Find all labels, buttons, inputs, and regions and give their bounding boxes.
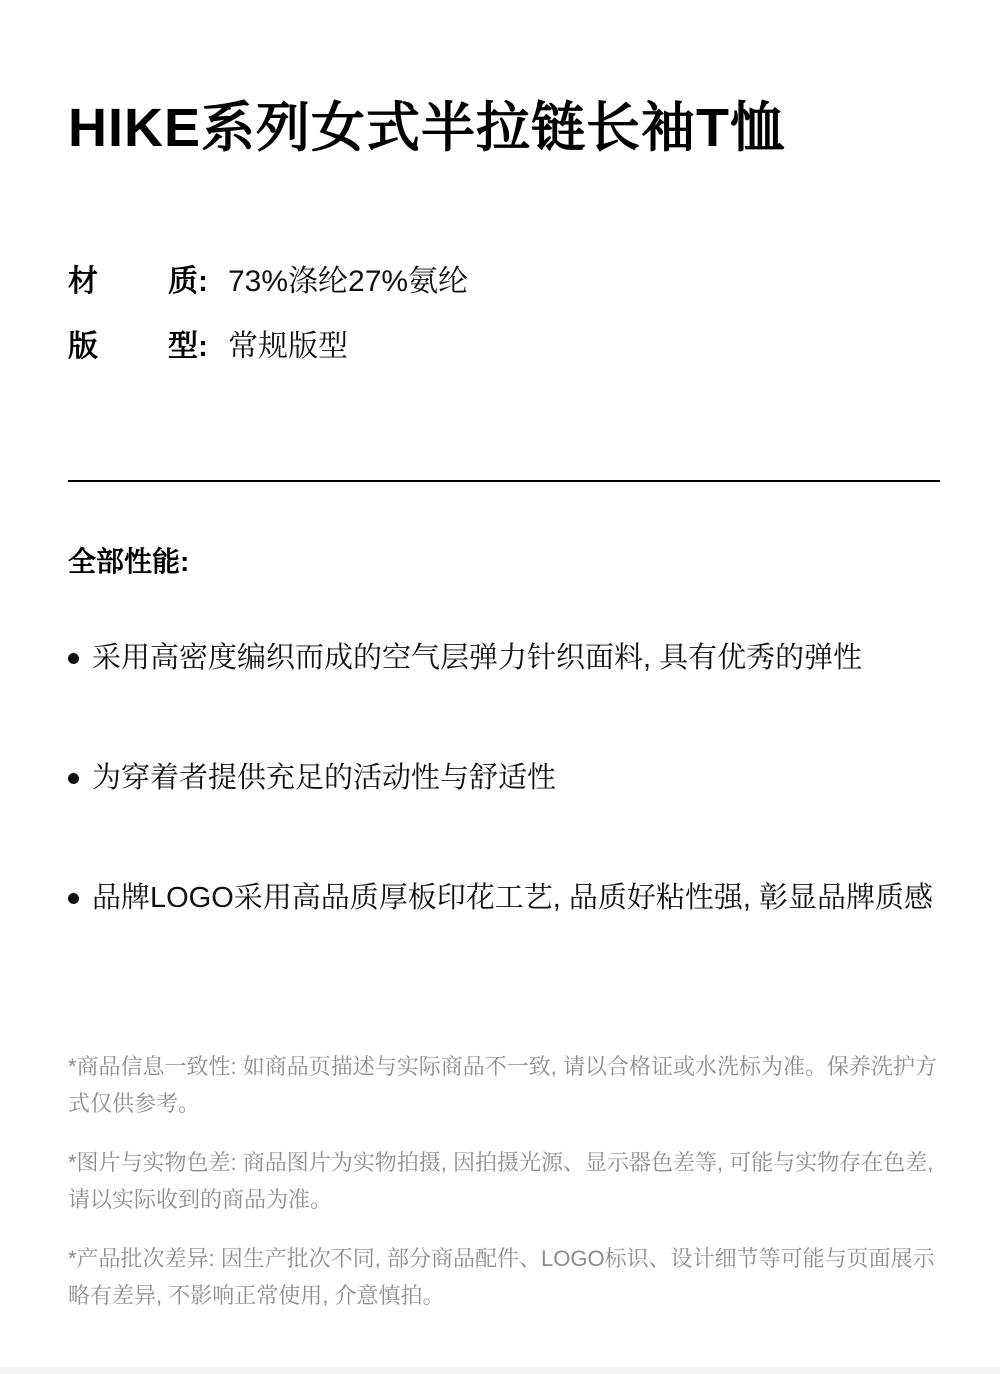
spec-label-start: 材 <box>68 265 98 298</box>
disclaimer-consistency: *商品信息一致性: 如商品页描述与实际商品不一致, 请以合格证或水洗标为准。保养洗护方式仅供参考。 <box>68 1054 938 1116</box>
spec-label-end: 质: <box>168 265 208 298</box>
bullet-icon <box>68 653 79 664</box>
spec-row-material <box>68 262 940 302</box>
bullet-icon <box>68 893 79 904</box>
spec-label-start: 版 <box>68 330 98 363</box>
feature-text: 品牌LOGO采用高品质厚板印花工艺, 品质好粘性强, 彰显品牌质感 <box>92 882 934 914</box>
spec-value-fit: 常规版型 <box>228 330 348 363</box>
spec-row-fit <box>68 327 940 367</box>
features-heading: 全部性能: <box>68 546 190 577</box>
spec-list <box>68 262 940 367</box>
feature-text: 为穿着者提供充足的活动性与舒适性 <box>92 762 557 794</box>
disclaimer-list <box>68 1048 940 1314</box>
bottom-divider <box>0 1367 1000 1374</box>
feature-item <box>68 638 940 678</box>
product-title: HIKE系列女式半拉链长袖T恤 <box>68 98 785 158</box>
feature-list <box>68 638 940 918</box>
spec-label-end: 型: <box>168 330 208 363</box>
spec-label-fit <box>68 327 208 367</box>
bullet-icon <box>68 773 79 784</box>
disclaimer-color-difference: *图片与实物色差: 商品图片为实物拍摄, 因拍摄光源、显示器色差等, 可能与实物存在色差, 请以实际收到的商品为准。 <box>68 1150 934 1212</box>
spec-label-material <box>68 262 208 302</box>
section-divider <box>68 480 940 482</box>
disclaimer-batch-variation: *产品批次差异: 因生产批次不同, 部分商品配件、LOGO标识、设计细节等可能与页面展示略有差异, 不影响正常使用, 介意慎拍。 <box>68 1246 935 1308</box>
spec-value-material: 73%涤纶27%氨纶 <box>228 265 469 298</box>
feature-item <box>68 758 940 798</box>
feature-item <box>68 878 940 918</box>
feature-text: 采用高密度编织而成的空气层弹力针织面料, 具有优秀的弹性 <box>92 642 863 674</box>
